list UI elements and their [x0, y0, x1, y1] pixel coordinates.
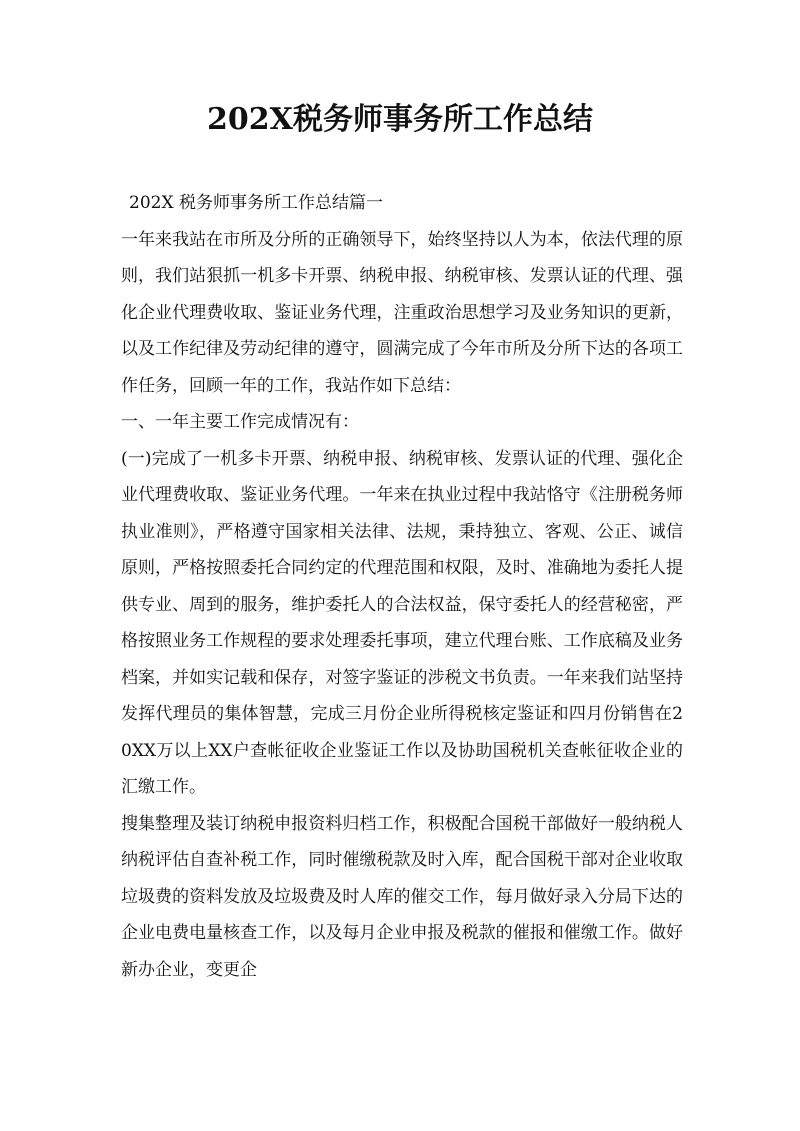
section-heading-main-work: 一、一年主要工作完成情况有：	[121, 412, 359, 432]
document-title: 202X税务师事务所工作总结	[207, 102, 593, 137]
section-subtitle: 202X 税务师事务所工作总结篇一	[129, 193, 383, 213]
paragraph-intro: 一年来我站在市所及分所的正确领导下，始终坚持以人为本，依法代理的原则，我们站狠抓一机多卡开票、纳税申报、纳税审核、发票认证的代理、强化企业代理费收取、鉴证业务代理，注重政治思想学习及业务知识的更新，以及工作纪律及劳动纪律的遵守，圆满完成了今年市所及分所下达的各项工作任务，回顾一年的工作，我站作如下总结：	[121, 229, 683, 396]
document-body	[121, 185, 683, 988]
paragraph-work-item-1: (一)完成了一机多卡开票、纳税申报、纳税审核、发票认证的代理、强化企业代理费收取、鉴证业务代理。一年来在执业过程中我站恪守《注册税务师执业准则》，严格遵守国家相关法律、法规，秉持独立、客观、公正、诚信原则，严格按照委托合同约定的代理范围和权限，及时、准确地为委托人提供专业、周到的服务，维护委托人的合法权益，保守委托人的经营秘密，严格按照业务工作规程的要求处理委托事项，建立代理台账、工作底稿及业务档案，并如实记载和保存，对签字鉴证的涉税文书负责。一年来我们站坚持发挥代理员的集体智慧，完成三月份企业所得税核定鉴证和四月份销售在20XX万以上XX户查帐征收企业鉴证工作以及协助国税机关查帐征收企业的汇缴工作。	[121, 448, 683, 797]
paragraph-work-item-2: 搜集整理及装订纳税申报资料归档工作，积极配合国税干部做好一般纳税人纳税评估自查补税工作，同时催缴税款及时入库，配合国税干部对企业收取垃圾费的资料发放及垃圾费及时人库的催交工作，每月做好录入分局下达的企业电费电量核查工作，以及每月企业申报及税款的催报和催缴工作。做好新办企业，变更企	[121, 813, 683, 980]
